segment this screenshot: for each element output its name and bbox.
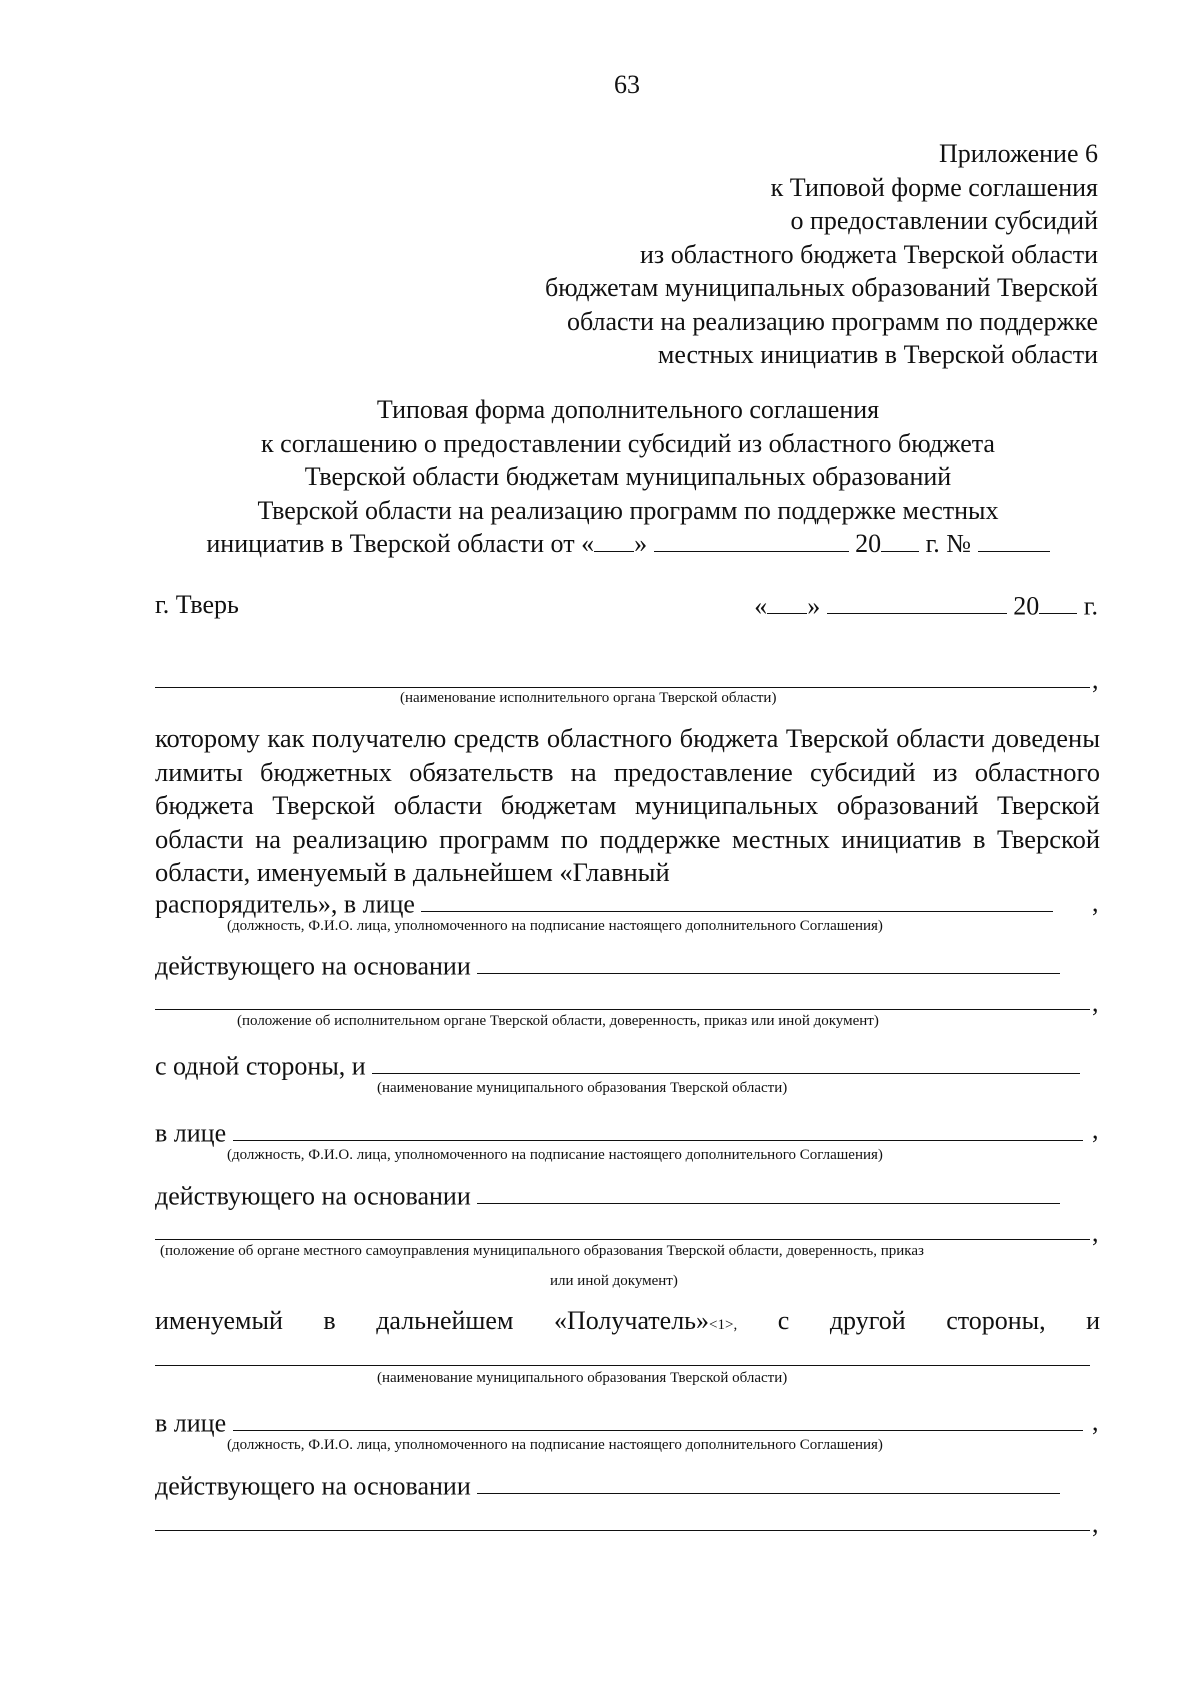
number-blank[interactable] — [978, 528, 1050, 552]
month-blank[interactable] — [654, 528, 849, 552]
basis-row: действующего на основании — [155, 950, 1060, 981]
basis-row-3: действующего на основании — [155, 1470, 1060, 1501]
executive-body-caption: (наименование исполнительного органа Тверской области) — [400, 690, 777, 706]
official-caption: (должность, Ф.И.О. лица, уполномоченного на подписание настоящего дополнительного Соглашения) — [227, 918, 883, 934]
official-name-line-2[interactable] — [233, 1117, 1083, 1141]
title-line-date: инициатив в Тверской области от « » 20 г. № — [140, 527, 1116, 561]
title-line: Тверской области на реализацию программ по поддержке местных — [257, 495, 999, 525]
comma: , — [1092, 1407, 1099, 1436]
basis-caption-2b: или иной документ) — [550, 1273, 678, 1289]
appendix-line: области на реализацию программ по поддержке — [566, 306, 1098, 336]
municipality-line[interactable] — [372, 1050, 1080, 1074]
in-person-row: распорядитель», в лице — [155, 888, 1053, 919]
title-line: Тверской области бюджетам муниципальных образований — [304, 462, 952, 491]
body-paragraph: которому как получателю средств областного бюджета Тверской области доведены лимиты бюджетных обязательств на предоставление субсидий из областного бюджета Тверской области бюджетам муниципальных образований Тверской области на реализацию программ по поддержке местных инициатив в Тверской области, именуемый в дальнейшем «Главный — [155, 723, 1100, 887]
executive-body-line[interactable] — [155, 687, 1090, 688]
appendix-line: о предоставлении субсидий — [790, 206, 1098, 235]
municipality-caption-2: (наименование муниципального образования Тверской области) — [377, 1370, 788, 1386]
year-blank[interactable] — [881, 528, 919, 552]
comma: , — [1092, 888, 1099, 917]
comma: , — [1092, 1115, 1099, 1144]
basis-line-6[interactable] — [155, 1530, 1090, 1531]
municipality-caption: (наименование муниципального образования Тверской области) — [377, 1080, 788, 1096]
official-caption-3: (должность, Ф.И.О. лица, уполномоченного на подписание настоящего дополнительного Соглашения) — [227, 1437, 883, 1453]
footnote-ref[interactable]: <1>, — [709, 1317, 738, 1333]
basis-line-2[interactable] — [155, 1009, 1090, 1010]
place: г. Тверь — [155, 590, 239, 619]
comma: , — [1092, 665, 1099, 694]
basis-row-2: действующего на основании — [155, 1180, 1060, 1211]
official-name-line-3[interactable] — [233, 1407, 1083, 1431]
date: « » 20 г. — [754, 591, 1098, 621]
municipality-line-2[interactable] — [155, 1365, 1090, 1366]
appendix-line: бюджетам муниципальных образований Тверской — [544, 273, 1098, 302]
recipient-row: именуемый в дальнейшем «Получатель»<1>, с другой стороны, и — [155, 1306, 1101, 1335]
comma: , — [1092, 988, 1099, 1017]
comma: , — [1092, 1218, 1099, 1247]
place-date-row — [155, 590, 1098, 620]
in-person-row-3: в лице — [155, 1407, 1083, 1438]
in-person-row-2: в лице — [155, 1117, 1083, 1148]
date-day-blank[interactable] — [767, 590, 807, 614]
appendix-line: к Типовой форме соглашения — [770, 172, 1098, 202]
comma: , — [1092, 1509, 1099, 1538]
official-caption-2: (должность, Ф.И.О. лица, уполномоченного на подписание настоящего дополнительного Соглашения) — [227, 1147, 883, 1163]
document-title — [140, 393, 1116, 561]
date-year-blank[interactable] — [1039, 590, 1077, 614]
basis-line[interactable] — [477, 950, 1060, 974]
official-name-line[interactable] — [421, 888, 1053, 912]
basis-line-5[interactable] — [477, 1470, 1060, 1494]
date-month-blank[interactable] — [827, 590, 1007, 614]
title-line: к соглашению о предоставлении субсидий из областного бюджета — [261, 428, 995, 458]
basis-caption-2: (положение об органе местного самоуправления муниципального образования Тверской области, доверенность, приказ — [160, 1243, 924, 1259]
basis-line-3[interactable] — [477, 1180, 1060, 1204]
appendix-header — [545, 137, 1098, 372]
appendix-line: из областного бюджета Тверской области — [640, 239, 1098, 269]
day-blank[interactable] — [594, 528, 634, 552]
basis-line-4[interactable] — [155, 1239, 1090, 1240]
appendix-line: Приложение 6 — [938, 139, 1098, 168]
one-side-row: с одной стороны, и — [155, 1050, 1080, 1081]
basis-caption: (положение об исполнительном органе Тверской области, доверенность, приказ или иной документ) — [237, 1013, 879, 1029]
appendix-line: местных инициатив в Тверской области — [657, 340, 1098, 369]
page-number: 63 — [614, 70, 640, 99]
title-line: Типовая форма дополнительного соглашения — [376, 395, 880, 424]
